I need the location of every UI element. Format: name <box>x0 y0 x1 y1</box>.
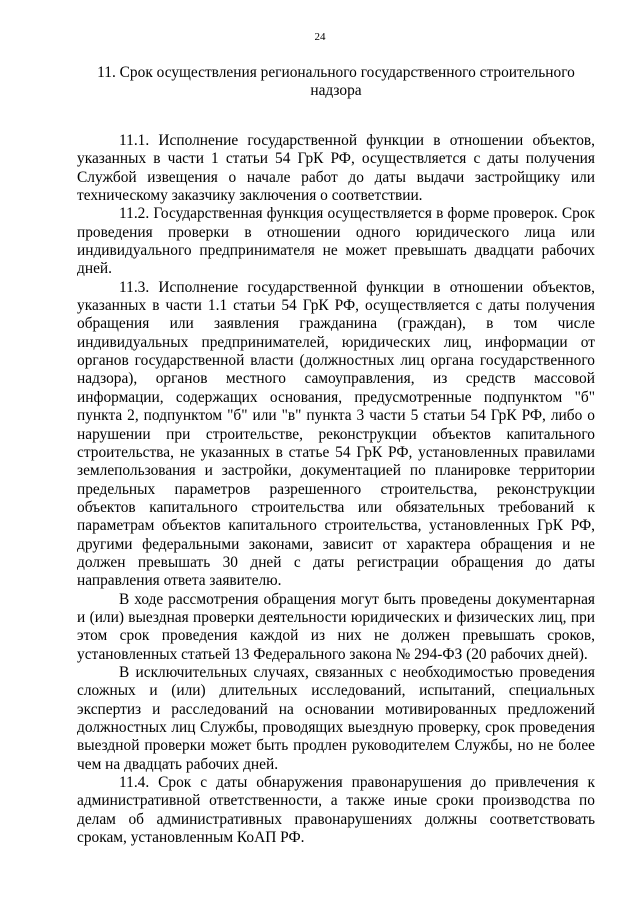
page-number: 24 <box>314 31 326 43</box>
section-body <box>77 132 595 847</box>
paragraph-11-3-inspection: В ходе рассмотрения обращения могут быть проведены документарная и (или) выездная проверки деятельности юридических и физических лиц, при этом срок проведения каждой из них не должен превышать сроков, установленных статьей 13 Федерального закона № 294-ФЗ (20 рабочих дней). <box>77 590 595 663</box>
paragraph-11-2: 11.2. Государственная функция осуществляется в форме проверок. Срок проведения проверки в отношении одного юридического лица или индивидуального предпринимателя не может превышать двадцати рабочих дней. <box>77 205 595 278</box>
paragraph-11-3-extension: В исключительных случаях, связанных с необходимостью проведения сложных и (или) длительных исследований, испытаний, специальных экспертиз и расследований на основании мотивированных предложений должностных лиц Службы, проводящих выездную проверку, срок проведения выездной проверки может быть продлен руководителем Службы, но не более чем на двадцать рабочих дней. <box>77 663 595 773</box>
document-content <box>77 64 595 847</box>
section-title: 11. Срок осуществления регионального государственного строительного надзора <box>97 64 575 99</box>
paragraph-11-1: 11.1. Исполнение государственной функции в отношении объектов, указанных в части 1 статьи 54 ГрК РФ, осуществляется с даты получения Службой извещения о начале работ до даты выдачи застройщику или техническому заказчику заключения о соответствии. <box>77 132 595 205</box>
paragraph-11-4: 11.4. Срок с даты обнаружения правонарушения до привлечения к административной ответственности, а также иные сроки производства по делам об административных правонарушениях должны соответствовать срокам, установленным КоАП РФ. <box>77 774 595 847</box>
paragraph-11-3: 11.3. Исполнение государственной функции в отношении объектов, указанных в части 1.1 статьи 54 ГрК РФ, осуществляется с даты получения обращения или заявления гражданина (граждан), в том числе индивидуальных предпринимателей, юридических лиц, информации от органов государственной власти (должностных лиц органа государственного надзора), органов местного самоуправления, из средств массовой информации, содержащих основания, предусмотренные подпунктом "б" пункта 2, подпунктом "б" или "в" пункта 3 части 5 статьи 54 ГрК РФ, либо о нарушении при строительстве, реконструкции объектов капитального строительства, не указанных в статье 54 ГрК РФ, установленных правилами землепользования и застройки, документацией по планировке территории предельных параметров разрешенного строительства, реконструкции объектов капитального строительства или обязательных требований к параметрам объектов капитального строительства, установленных ГрК РФ, другими федеральными законами, зависит от характера обращения и не должен превышать 30 дней с даты регистрации обращения до даты направления ответа заявителю. <box>77 278 595 590</box>
